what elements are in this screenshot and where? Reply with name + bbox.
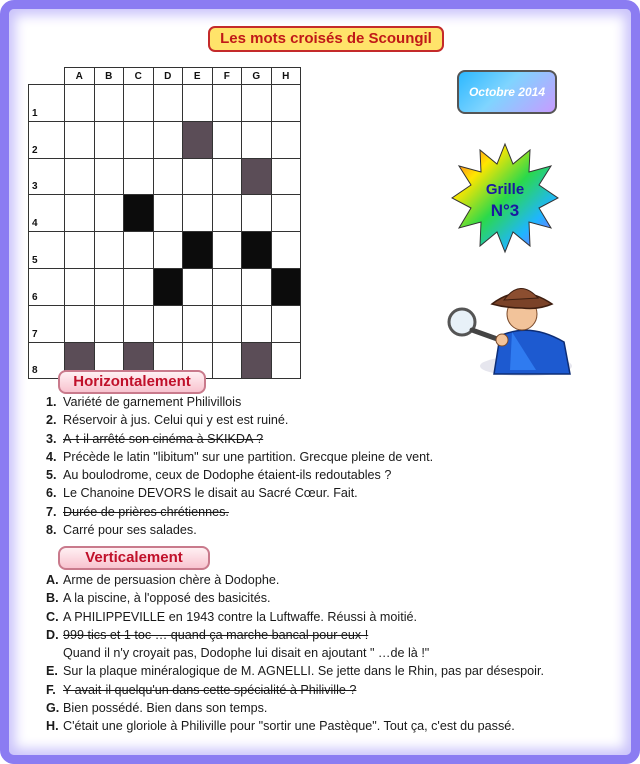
column-label: B	[94, 68, 124, 85]
crossword-grid	[28, 67, 301, 379]
horizontal-clue	[46, 503, 626, 521]
clue-number: C.	[46, 609, 59, 624]
column-label: H	[271, 68, 301, 85]
column-label: E	[183, 68, 213, 85]
grid-cell[interactable]	[212, 121, 242, 158]
column-label: G	[242, 68, 272, 85]
grid-cell[interactable]	[94, 305, 124, 342]
shaded-cell	[242, 342, 272, 379]
clue-number: G.	[46, 701, 60, 716]
grid-cell[interactable]	[242, 305, 272, 342]
clue-text: C'était une gloriole à Philiville pour "sortir une Pastèque". Tout ça, c'est du passé.	[63, 719, 515, 734]
clue-number: 4.	[46, 449, 57, 464]
grid-cell[interactable]	[271, 232, 301, 269]
grille-number: N°3	[490, 201, 520, 220]
grid-cell[interactable]	[212, 158, 242, 195]
horizontal-clue	[46, 393, 626, 411]
grid-cell[interactable]	[124, 268, 154, 305]
column-label: C	[124, 68, 154, 85]
clue-number: 3.	[46, 431, 57, 446]
grid-cell[interactable]	[94, 158, 124, 195]
shaded-cell	[183, 121, 213, 158]
clue-number: 5.	[46, 468, 57, 483]
clue-number: 6.	[46, 486, 57, 501]
row-label: 8	[29, 342, 65, 379]
vertical-clue	[46, 626, 626, 644]
grid-cell[interactable]	[124, 305, 154, 342]
grid-cell[interactable]	[65, 305, 95, 342]
grid-cell[interactable]	[212, 342, 242, 379]
clue-number: 8.	[46, 523, 57, 538]
horizontal-heading: Horizontalement	[58, 370, 206, 394]
black-cell	[242, 232, 272, 269]
grid-row	[29, 158, 301, 195]
grid-cell[interactable]	[65, 85, 95, 122]
detective-illustration	[440, 274, 576, 378]
clue-text: Quand il n'y croyait pas, Dodophe lui disait en ajoutant " …de là !"	[63, 646, 430, 661]
row-label: 1	[29, 85, 65, 122]
clue-text: A la piscine, à l'opposé des basicités.	[63, 591, 271, 606]
clue-text: Variété de garnement Philivillois	[63, 395, 242, 409]
grid-row	[29, 232, 301, 269]
grid-cell[interactable]	[124, 232, 154, 269]
grid-cell[interactable]	[183, 158, 213, 195]
grille-star-badge	[450, 142, 560, 254]
grid-cell[interactable]	[212, 232, 242, 269]
grid-cell[interactable]	[183, 85, 213, 122]
clue-number: 1.	[46, 395, 57, 409]
black-cell	[124, 195, 154, 232]
grid-cell[interactable]	[153, 158, 183, 195]
star-shape	[452, 144, 558, 252]
grid-cell[interactable]	[242, 121, 272, 158]
clue-text: Y avait-il quelqu'un dans cette spécialité à Philiville ?	[63, 682, 357, 697]
row-label: 3	[29, 158, 65, 195]
vertical-clue	[46, 644, 626, 662]
grid-cell[interactable]	[124, 158, 154, 195]
grid-cell[interactable]	[271, 342, 301, 379]
black-cell	[183, 232, 213, 269]
black-cell	[153, 268, 183, 305]
grid-cell[interactable]	[153, 232, 183, 269]
clue-text: Le Chanoine DEVORS le disait au Sacré Cœur. Fait.	[63, 486, 358, 501]
row-label: 6	[29, 268, 65, 305]
grid-cell[interactable]	[271, 121, 301, 158]
grid-cell[interactable]	[271, 195, 301, 232]
shaded-cell	[242, 158, 272, 195]
grid-cell[interactable]	[65, 195, 95, 232]
grid-cell[interactable]	[153, 121, 183, 158]
page-title: Les mots croisés de Scoungil	[208, 26, 444, 52]
grid-cell[interactable]	[65, 268, 95, 305]
clue-text: Sur la plaque minéralogique de M. AGNELLI. Se jette dans le Rhin, pas par désespoir.	[63, 664, 544, 679]
grid-row	[29, 85, 301, 122]
clue-number: F.	[46, 682, 56, 697]
grid-cell[interactable]	[183, 305, 213, 342]
grid-row	[29, 305, 301, 342]
clue-number: A.	[46, 573, 59, 587]
grid-cell[interactable]	[94, 232, 124, 269]
clue-text: Durée de prières chrétiennes.	[63, 504, 229, 519]
vertical-clue	[46, 589, 626, 607]
clue-text: Bien possédé. Bien dans son temps.	[63, 701, 268, 716]
clue-number: D.	[46, 627, 59, 642]
grid-corner	[29, 68, 65, 85]
clue-text: A PHILIPPEVILLE en 1943 contre la Luftwaffe. Réussi à moitié.	[63, 609, 417, 624]
grid-cell[interactable]	[271, 85, 301, 122]
row-label: 7	[29, 305, 65, 342]
column-label: D	[153, 68, 183, 85]
horizontal-clue	[46, 466, 626, 484]
grid-cell[interactable]	[183, 195, 213, 232]
clue-text: Carré pour ses salades.	[63, 523, 197, 538]
black-cell	[271, 268, 301, 305]
grid-cell[interactable]	[153, 305, 183, 342]
grid-cell[interactable]	[124, 121, 154, 158]
horizontal-clue	[46, 411, 626, 429]
grid-cell[interactable]	[153, 195, 183, 232]
grid-cell[interactable]	[65, 232, 95, 269]
row-label: 2	[29, 121, 65, 158]
grille-label: Grille	[485, 181, 525, 198]
grid-cell[interactable]	[242, 268, 272, 305]
horizontal-clue	[46, 521, 626, 539]
grid-cell[interactable]	[271, 158, 301, 195]
grid-cell[interactable]	[94, 85, 124, 122]
grid-cell[interactable]	[94, 195, 124, 232]
horizontal-clue	[46, 430, 626, 448]
clue-text: 999 tics et 1 toc … quand ça marche bancal pour eux !	[63, 627, 369, 642]
grid-cell[interactable]	[242, 85, 272, 122]
horizontal-clues	[46, 393, 626, 539]
grid-cell[interactable]	[65, 158, 95, 195]
grid-cell[interactable]	[183, 268, 213, 305]
clue-number: 7.	[46, 504, 57, 519]
grid-cell[interactable]	[212, 195, 242, 232]
clue-text: Réservoir à jus. Celui qui y est est ruiné.	[63, 413, 289, 428]
vertical-clue	[46, 717, 626, 735]
grid-cell[interactable]	[94, 268, 124, 305]
clue-number: E.	[46, 664, 58, 679]
grid-cell[interactable]	[153, 85, 183, 122]
vertical-clue	[46, 699, 626, 717]
grid-cell[interactable]	[65, 121, 95, 158]
date-badge: Octobre 2014	[457, 70, 557, 114]
clue-number: 2.	[46, 413, 57, 428]
grid-cell[interactable]	[271, 305, 301, 342]
clue-text: Précède le latin "libitum" sur une partition. Grecque pleine de vent.	[63, 449, 434, 464]
vertical-clue	[46, 608, 626, 626]
clue-number: H.	[46, 719, 59, 734]
grid-row	[29, 268, 301, 305]
clue-text: A-t-il arrêté son cinéma à SKIKDA ?	[63, 431, 264, 446]
horizontal-clue	[46, 448, 626, 466]
vertical-heading: Verticalement	[58, 546, 210, 570]
clue-number: B.	[46, 591, 59, 606]
grid-cell[interactable]	[94, 121, 124, 158]
grid-row	[29, 195, 301, 232]
row-label: 5	[29, 232, 65, 269]
grid-cell[interactable]	[212, 85, 242, 122]
column-label: F	[212, 68, 242, 85]
grid-cell[interactable]	[212, 268, 242, 305]
clue-text: Arme de persuasion chère à Dodophe.	[63, 573, 280, 587]
vertical-clue	[46, 662, 626, 680]
grid-cell[interactable]	[212, 305, 242, 342]
grid-row	[29, 121, 301, 158]
vertical-clues	[46, 571, 626, 736]
column-label: A	[65, 68, 95, 85]
vertical-clue	[46, 571, 626, 589]
grid-cell[interactable]	[124, 85, 154, 122]
clue-text: Au boulodrome, ceux de Dodophe étaient-ils redoutables ?	[63, 468, 392, 483]
row-label: 4	[29, 195, 65, 232]
vertical-clue	[46, 681, 626, 699]
horizontal-clue	[46, 484, 626, 502]
grid-cell[interactable]	[242, 195, 272, 232]
